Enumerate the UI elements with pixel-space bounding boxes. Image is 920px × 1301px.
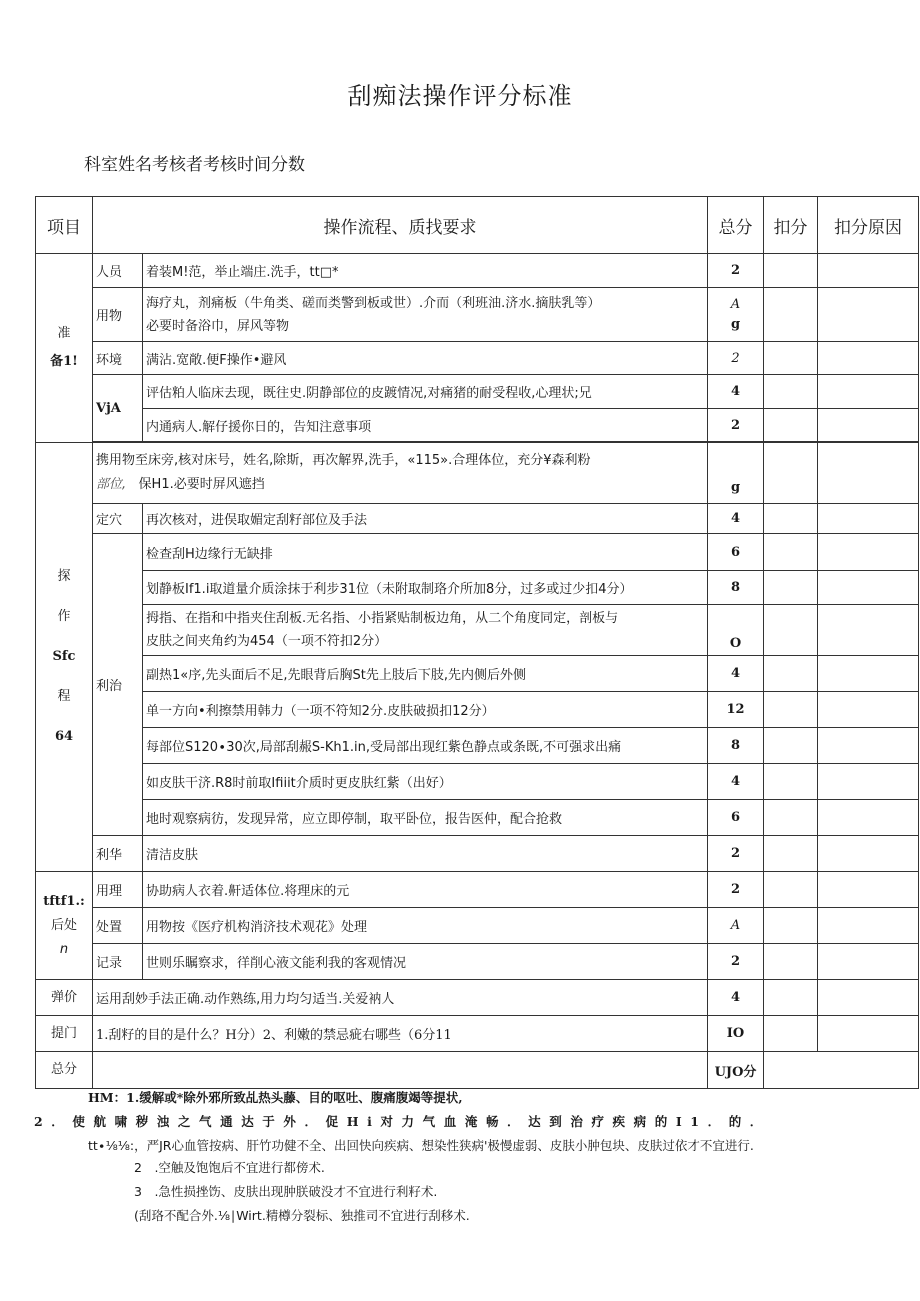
reason-cell — [818, 342, 919, 375]
section-op-label-1: 探 — [57, 569, 71, 584]
score-value: 4 — [708, 764, 764, 800]
score-value: 4 — [708, 375, 764, 409]
sub-label: 处置 — [93, 908, 143, 944]
section-op-label-4: 程 — [57, 689, 71, 704]
requirement-text: 保H1.必要时屏风遮挡 — [138, 477, 265, 492]
sub-label: 利治 — [93, 534, 143, 836]
note-line: tt∙⅛⅛:，严JR心血管按病、肝竹功健不全、出回快向疾病、想染性狭病'极慢虚弱、皮肤小肿包块、皮肤过依才不宜进行. — [88, 1138, 754, 1153]
score-value: 4 — [708, 980, 764, 1016]
sub-label: 人员 — [93, 254, 143, 288]
section-post-label-3: n — [59, 941, 69, 957]
deduct-cell — [764, 908, 818, 944]
header-item: 项目 — [36, 197, 93, 254]
table-row — [36, 254, 919, 288]
requirement-text: 部位, — [96, 477, 127, 492]
table-row — [36, 534, 919, 571]
requirement-text: 单一方向•利擦禁用韩力（一项不符知2分.皮肤破损扣12分） — [143, 692, 708, 728]
table-row — [36, 605, 919, 656]
reason-cell — [818, 409, 919, 442]
sub-label: 利华 — [93, 836, 143, 872]
requirement-text: 皮肤之间夹角约为454（一项不符扣2分） — [146, 634, 388, 649]
deduct-cell — [764, 571, 818, 605]
table-row — [36, 1052, 919, 1089]
requirement-text: 运用刮妙手法正确.动作熟练,用力均匀适当.关爱衲人 — [93, 980, 708, 1016]
deduct-cell — [764, 944, 818, 980]
reason-cell — [818, 504, 919, 534]
header-reason: 扣分原因 — [818, 197, 919, 254]
reason-cell — [818, 692, 919, 728]
table-row — [36, 409, 919, 442]
deduct-cell — [764, 728, 818, 764]
total-blank — [764, 1052, 919, 1089]
score-value: 8 — [708, 571, 764, 605]
note-line: 2 .空触及饱饱后不宜进行都傍术. — [134, 1160, 325, 1175]
reason-cell — [818, 534, 919, 571]
score-value: 8 — [708, 728, 764, 764]
deduct-cell — [764, 534, 818, 571]
table-row — [36, 1016, 919, 1052]
deduct-cell — [764, 504, 818, 534]
requirement-text: 海疗丸，剂痛板（牛角类、磋而类警到板或世）.介而（利班油.济水.摘肤乳等） — [146, 295, 601, 311]
deduct-cell — [764, 656, 818, 692]
score-value: 4 — [708, 504, 764, 534]
deduct-cell — [764, 764, 818, 800]
note-line: HM：1.缓解或*除外邪所致乩热头藤、目的呕吐、腹痛腹竭等提状, — [88, 1090, 463, 1105]
requirement-text: 每部位S120∙30次,局部刮赧S-Kh1.in,受局部出现红紫色静点或条既,不可强求出痛 — [143, 728, 708, 764]
score-value: 6 — [708, 534, 764, 571]
score-value: A — [708, 908, 764, 944]
requirement-text: 满沾.宽敞.便F操作•避风 — [143, 342, 708, 375]
info-line: 科室姓名考核者考核时间分数 — [84, 155, 305, 175]
header-total: 总分 — [708, 197, 764, 254]
reason-cell — [818, 944, 919, 980]
requirement-text: 内通病人.解仔援你日的，告知注意事项 — [143, 409, 708, 442]
score-value: 6 — [708, 800, 764, 836]
sub-label: 环境 — [93, 342, 143, 375]
score-value: 2 — [708, 409, 764, 442]
section-op-label-2: 作 — [57, 609, 71, 624]
header-deduct: 扣分 — [764, 197, 818, 254]
table-row — [36, 872, 919, 908]
table-row — [36, 443, 919, 504]
reason-cell — [818, 908, 919, 944]
reason-cell — [818, 836, 919, 872]
score-value: 2 — [708, 254, 764, 288]
reason-cell — [818, 605, 919, 656]
header-process: 操作流程、质找要求 — [93, 197, 708, 254]
table-row — [36, 375, 919, 409]
table-row — [36, 656, 919, 692]
deduct-cell — [764, 342, 818, 375]
reason-cell — [818, 571, 919, 605]
table-row — [36, 836, 919, 872]
score-value: 4 — [708, 656, 764, 692]
requirement-text: 划静板If1.i取道量介质涂抹于利步31位（未附取制珞介所加8分，过多或过少扣4分） — [143, 571, 708, 605]
requirement-text: 拇指、在指和中指夹住刮板.无名指、小指紧贴制板边角，从二个角度同定，剖板与 — [146, 611, 619, 626]
section-post-label-1: tftf1.: — [43, 893, 85, 909]
table-row — [36, 764, 919, 800]
requirement-text: 清洁皮肤 — [143, 836, 708, 872]
deduct-cell — [764, 836, 818, 872]
reason-cell — [818, 443, 919, 504]
requirement-text: 携用物至床旁,核对床号，姓名,除斯，再次解界,洗手，«115».合理体位，充分¥森利粉 — [96, 453, 591, 468]
section-op-label-5: 64 — [54, 729, 74, 744]
reason-cell — [818, 288, 919, 342]
score-value: 2 — [708, 872, 764, 908]
section-total: 总分 — [36, 1052, 93, 1089]
table-row — [36, 692, 919, 728]
sub-label: 用物 — [93, 288, 143, 342]
reason-cell — [818, 375, 919, 409]
sub-label: 记录 — [93, 944, 143, 980]
scoring-table — [35, 196, 919, 1089]
header-row — [36, 197, 919, 254]
score-value: A — [730, 296, 741, 312]
sub-label: 定穴 — [93, 504, 143, 534]
score-value: 2 — [708, 836, 764, 872]
section-prep — [36, 254, 93, 443]
requirement-text: 着装M!范，举止端庄.洗手，tt□* — [143, 254, 708, 288]
score-value: UJO分 — [708, 1052, 764, 1089]
score-value: 2 — [708, 944, 764, 980]
deduct-cell — [764, 800, 818, 836]
table-row — [36, 908, 919, 944]
requirement-text: 1.刮籽的目的是什么？H分）2、利嫩的禁忌疵右哪些（6分11 — [93, 1016, 708, 1052]
reason-cell — [818, 764, 919, 800]
table-row — [36, 800, 919, 836]
section-op — [36, 443, 93, 872]
section-prep-label-2: 备1! — [50, 354, 78, 369]
deduct-cell — [764, 605, 818, 656]
section-questions: 提门 — [36, 1016, 93, 1052]
reason-cell — [818, 254, 919, 288]
deduct-cell — [764, 254, 818, 288]
note-line: 2．使航啸秽浊之气通达于外．促Hi对力气血淹畅．达到治疗疾病的I1．的． — [34, 1114, 771, 1129]
note-line: (刮珞不配合外.⅛∣Wirt.精樽分裂标、独推司不宜进行刮移术. — [134, 1208, 470, 1223]
reason-cell — [818, 872, 919, 908]
deduct-cell — [764, 692, 818, 728]
score-value: g — [730, 316, 741, 332]
deduct-cell — [764, 980, 818, 1016]
requirement-text: 检查刮H边缘行无缺排 — [143, 534, 708, 571]
score-value: 12 — [708, 692, 764, 728]
deduct-cell — [764, 288, 818, 342]
table-row — [36, 504, 919, 534]
score-value: IO — [708, 1016, 764, 1052]
deduct-cell — [764, 443, 818, 504]
table-row — [36, 728, 919, 764]
deduct-cell — [764, 1016, 818, 1052]
section-post — [36, 872, 93, 980]
reason-cell — [818, 656, 919, 692]
sub-label: 用理 — [93, 872, 143, 908]
reason-cell — [818, 800, 919, 836]
sub-label: VjA — [93, 375, 143, 442]
reason-cell — [818, 980, 919, 1016]
note-line: 3 .急性损挫饬、皮肤出现肿朕破没才不宜进行利籽术. — [134, 1184, 438, 1199]
requirement-text: 协助病人衣着.鼾适体位.将理床的元 — [143, 872, 708, 908]
section-eval: 弹价 — [36, 980, 93, 1016]
table-row — [36, 288, 919, 342]
table-row — [36, 944, 919, 980]
reason-cell — [818, 1016, 919, 1052]
total-blank — [93, 1052, 708, 1089]
section-op-label-3: Sfc — [52, 649, 76, 664]
requirement-text: 用物按《医疗机构消济技术观花》处理 — [143, 908, 708, 944]
section-prep-label-1: 准 — [57, 326, 71, 341]
table-row — [36, 980, 919, 1016]
requirement-text: 再次核对，进俣取媚定刮籽部位及手法 — [143, 504, 708, 534]
score-value: 2 — [708, 342, 764, 375]
reason-cell — [818, 728, 919, 764]
score-value: O — [708, 605, 764, 656]
page-title: 刮痴法操作评分标准 — [347, 82, 573, 110]
table-row — [36, 571, 919, 605]
deduct-cell — [764, 409, 818, 442]
table-row — [36, 342, 919, 375]
requirement-text: 评估粕人临床去现，既往史.阴静部位的皮踱情况,对痛猪的耐受程收,心理状;兄 — [143, 375, 708, 409]
requirement-text: 如皮肤干济.R8时前取Ifiiit介质时更皮肤红紫（出好） — [143, 764, 708, 800]
requirement-text: 地时观察病彷，发现异常，应立即停制，取平卧位，报告医仲，配合抢救 — [143, 800, 708, 836]
requirement-text: 世则乐瞩察求，徉削心液文能利我的客观情况 — [143, 944, 708, 980]
score-value: g — [708, 443, 764, 504]
deduct-cell — [764, 872, 818, 908]
requirement-text: 副热1«序,先头面后不足,先眼背后胸St先上肢后下肢,先内侧后外侧 — [143, 656, 708, 692]
deduct-cell — [764, 375, 818, 409]
section-post-label-2: 后处 — [50, 917, 77, 933]
requirement-text: 必要时备浴巾，屏风等物 — [146, 318, 290, 334]
